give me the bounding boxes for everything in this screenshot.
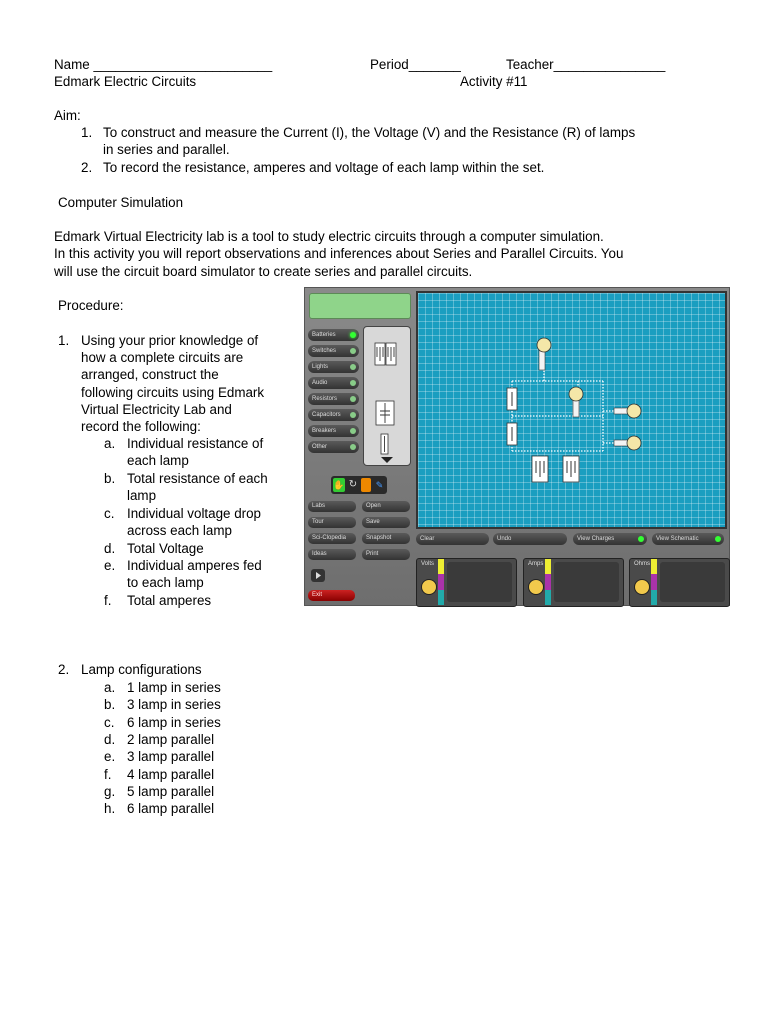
sub-item-line: Individual resistance of: [127, 436, 264, 451]
lamp-config-letter: b.: [104, 697, 116, 713]
procedure-step-1-line: Using your prior knowledge of: [81, 333, 259, 348]
indicator-light-icon: [350, 364, 356, 370]
lamp-config-letter: e.: [104, 749, 116, 765]
eraser-tool-icon[interactable]: [361, 478, 371, 492]
circuit-board[interactable]: [416, 291, 727, 529]
toolbar-button[interactable]: [652, 533, 724, 545]
category-button[interactable]: [308, 361, 359, 373]
intro-line-3: will use the circuit board simulator to create series and parallel circuits.: [54, 264, 473, 279]
category-button[interactable]: [308, 345, 359, 357]
sub-item-line: Total Voltage: [127, 541, 204, 556]
sub-item-line: Individual voltage drop: [127, 506, 261, 521]
sub-item-line: lamp: [127, 488, 157, 503]
lamp-config-letter: d.: [104, 731, 116, 747]
indicator-light-icon: [638, 536, 644, 542]
lamp-config-letter: a.: [104, 680, 116, 695]
panel-button[interactable]: Open: [362, 501, 410, 512]
meter-screen: [554, 562, 619, 602]
probe-tool-icon[interactable]: ✎: [375, 480, 384, 490]
exit-button[interactable]: Exit: [308, 590, 355, 601]
category-button[interactable]: [308, 377, 359, 389]
category-label: Batteries: [312, 332, 336, 338]
meter-screen: [660, 562, 725, 602]
teacher-field: Teacher_______________: [506, 57, 666, 72]
indicator-light-icon: [350, 412, 356, 418]
sub-letter: d.: [104, 541, 116, 556]
sub-item-line: each lamp: [127, 453, 189, 468]
lcd-display: [309, 293, 411, 319]
sub-letter: e.: [104, 558, 116, 573]
panel-button[interactable]: Snapshot: [362, 533, 410, 544]
category-button[interactable]: [308, 441, 359, 453]
meter[interactable]: [416, 558, 517, 607]
category-button[interactable]: [308, 425, 359, 437]
lamp-config-letter: c.: [104, 714, 115, 730]
toolbar-button-label: Undo: [497, 536, 512, 542]
toolbar-button-label: Clear: [420, 536, 435, 542]
activity-number: Activity #11: [460, 74, 528, 89]
indicator-light-icon: [350, 380, 356, 386]
meter-label: Ohms: [634, 561, 651, 567]
indicator-light-icon: [350, 444, 356, 450]
lamp-config-item: 5 lamp parallel: [127, 783, 215, 799]
sub-item-line: to each lamp: [127, 575, 204, 590]
virtual-electricity-simulator: [304, 287, 730, 606]
category-label: Audio: [312, 380, 328, 386]
rotate-tool-icon[interactable]: ↻: [348, 479, 358, 490]
meter-label: Amps: [528, 561, 544, 567]
lamp-config-letter: g.: [104, 783, 116, 799]
category-button[interactable]: [308, 393, 359, 405]
aim-item-2-line-1: To record the resistance, amperes and voltage of each lamp within the set.: [103, 160, 545, 175]
intro-line-1: Edmark Virtual Electricity lab is a tool to study electric circuits through a computer simulation.: [54, 229, 604, 244]
fuse-component-icon[interactable]: [381, 434, 388, 454]
lamp-config-item: 3 lamp parallel: [127, 749, 215, 765]
lamp-config-item: 4 lamp parallel: [127, 766, 215, 782]
lamp-config-letter: h.: [104, 801, 116, 817]
aim-label: Aim:: [54, 108, 81, 123]
category-button[interactable]: [308, 409, 359, 421]
indicator-light-icon: [715, 536, 721, 542]
sub-item-line: Individual amperes fed: [127, 558, 262, 573]
sub-item-line: Total resistance of each: [127, 471, 268, 486]
lamp-icon[interactable]: [614, 436, 641, 450]
name-field: Name ________________________: [54, 57, 273, 72]
procedure-label: Procedure:: [58, 298, 124, 313]
indicator-light-icon: [350, 348, 356, 354]
panel-button[interactable]: Tour: [308, 517, 356, 528]
sub-letter: f.: [104, 593, 112, 608]
play-icon: [316, 572, 321, 579]
sub-item-line: Total amperes: [127, 593, 212, 608]
procedure-step-1-line: arranged, construct the: [81, 367, 219, 382]
procedure-step-1-line: Virtual Electricity Lab and: [81, 402, 232, 417]
course-title: Edmark Electric Circuits: [54, 74, 197, 89]
category-label: Lights: [312, 364, 329, 370]
ohmmeter-icon[interactable]: [634, 579, 650, 595]
panel-button[interactable]: Print: [362, 549, 410, 560]
capacitor-component-icon[interactable]: [376, 401, 394, 425]
toolbar-button-label: View Charges: [577, 536, 615, 542]
hand-tool-icon[interactable]: ✋: [333, 480, 345, 490]
lamp-icon[interactable]: [614, 404, 641, 418]
lamp-icon[interactable]: [569, 387, 583, 417]
lamp-config-letter: f.: [104, 766, 112, 782]
category-label: Other: [312, 444, 328, 450]
category-button[interactable]: [308, 329, 359, 341]
category-label: Capacitors: [312, 412, 341, 418]
panel-button[interactable]: Ideas: [308, 549, 356, 560]
sub-letter: c.: [104, 506, 115, 521]
lamp-config-num: 2.: [58, 662, 70, 677]
play-button[interactable]: [311, 569, 325, 582]
panel-button[interactable]: Labs: [308, 501, 356, 512]
panel-button[interactable]: Sci-Clopedia: [308, 533, 356, 544]
period-field: Period_______: [370, 57, 461, 72]
lamp-config-item: 6 lamp parallel: [127, 801, 215, 817]
lamp-config-item: 3 lamp in series: [127, 697, 221, 713]
resistor-component-icon[interactable]: [375, 343, 396, 365]
tool-strip: [331, 476, 387, 494]
category-label: Resistors: [312, 396, 338, 402]
sub-letter: b.: [104, 471, 116, 486]
procedure-step-1-line: following circuits using Edmark: [81, 385, 265, 400]
lamp-config-item: 2 lamp parallel: [127, 731, 215, 747]
panel-button[interactable]: Save: [362, 517, 410, 528]
lamp-icon[interactable]: [537, 338, 551, 370]
category-label: Breakers: [312, 428, 337, 434]
meter[interactable]: [523, 558, 624, 607]
category-label: Switches: [312, 348, 337, 354]
toolbar-button[interactable]: [573, 533, 647, 545]
indicator-light-icon: [350, 428, 356, 434]
aim-item-1-num: 1.: [81, 125, 93, 140]
ammeter-icon[interactable]: [528, 579, 544, 595]
component-tray: [363, 326, 411, 466]
procedure-step-1-line: record the following:: [81, 419, 201, 434]
resistor-icon[interactable]: [532, 456, 579, 482]
intro-line-2: In this activity you will report observations and inferences about Series and Parallel Circuits. You: [54, 246, 624, 261]
lamp-config-item: 1 lamp in series: [127, 680, 221, 695]
indicator-light-icon: [350, 332, 356, 338]
indicator-light-icon: [350, 396, 356, 402]
circuit-wires: [512, 365, 614, 451]
aim-item-2-num: 2.: [81, 160, 93, 175]
meter-range-bars: [545, 559, 551, 605]
toolbar-button-label: View Schematic: [656, 536, 699, 542]
voltmeter-probe-icon[interactable]: [421, 579, 437, 595]
meter-screen: [447, 562, 512, 602]
meter-range-bars: [438, 559, 444, 605]
meter[interactable]: [629, 558, 730, 607]
toolbar-button[interactable]: [416, 533, 489, 545]
aim-item-1-line-2: in series and parallel.: [103, 142, 230, 157]
scroll-down-arrow-icon[interactable]: [381, 457, 393, 463]
lamp-config-item: 6 lamp in series: [127, 714, 221, 730]
sub-letter: a.: [104, 436, 116, 451]
procedure-step-1-num: 1.: [58, 333, 70, 348]
meter-label: Volts: [421, 561, 435, 567]
aim-item-1-line-1: To construct and measure the Current (I), the Voltage (V) and the Resistance (R) of lamps: [103, 125, 636, 140]
lamp-config-label: Lamp configurations: [81, 662, 202, 677]
meter-range-bars: [651, 559, 657, 605]
procedure-step-1-line: how a complete circuits are: [81, 350, 244, 365]
simulation-heading: Computer Simulation: [58, 195, 184, 210]
toolbar-button[interactable]: [493, 533, 567, 545]
sub-item-line: across each lamp: [127, 523, 232, 538]
